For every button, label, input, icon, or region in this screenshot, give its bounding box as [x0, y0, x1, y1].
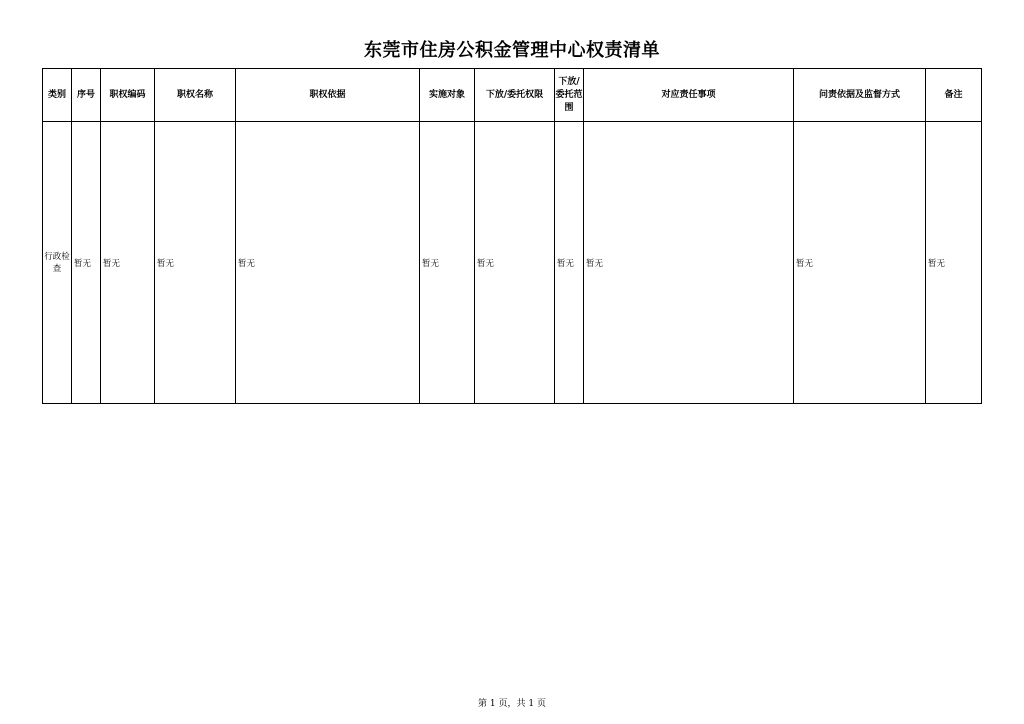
header-delegation-authority: 下放/委托权限	[475, 69, 555, 122]
header-power-basis: 职权依据	[236, 69, 420, 122]
header-delegation-scope-label: 下放/委托范围	[555, 76, 583, 113]
header-power-name: 职权名称	[155, 69, 236, 122]
cell-power-basis: 暂无	[236, 122, 420, 404]
cell-category	[43, 122, 72, 404]
header-responsibility-items: 对应责任事项	[584, 69, 794, 122]
cell-implementation-target: 暂无	[420, 122, 475, 404]
table-header-row	[43, 69, 982, 122]
cell-responsibility-items: 暂无	[584, 122, 794, 404]
header-power-code: 职权编码	[101, 69, 155, 122]
cell-power-code: 暂无	[101, 122, 155, 404]
header-implementation-target: 实施对象	[420, 69, 475, 122]
header-remarks: 备注	[926, 69, 982, 122]
header-accountability-basis: 问责依据及监督方式	[794, 69, 926, 122]
header-delegation-scope	[555, 69, 584, 122]
cell-accountability-basis: 暂无	[794, 122, 926, 404]
cell-delegation-authority: 暂无	[475, 122, 555, 404]
cell-serial-number: 暂无	[72, 122, 101, 404]
cell-remarks: 暂无	[926, 122, 982, 404]
duty-list-table	[42, 68, 982, 404]
header-serial-number: 序号	[72, 69, 101, 122]
cell-power-name: 暂无	[155, 122, 236, 404]
page-number-footer: 第 1 页，共 1 页	[478, 699, 546, 709]
page-title: 东莞市住房公积金管理中心权责清单	[364, 40, 660, 61]
cell-delegation-scope: 暂无	[555, 122, 584, 404]
table-row	[43, 122, 982, 404]
header-category: 类别	[43, 69, 72, 122]
cell-category-text: 行政检查	[44, 251, 70, 274]
